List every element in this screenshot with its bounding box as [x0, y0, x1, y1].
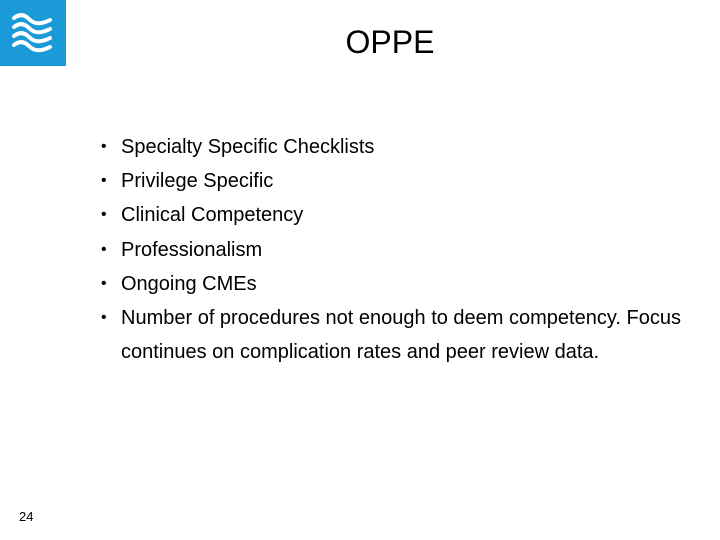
bullet-icon: • [101, 240, 107, 258]
bullet-item [101, 198, 681, 232]
bullet-icon: • [101, 172, 107, 190]
bullet-list [101, 130, 681, 369]
bullet-item [101, 301, 681, 369]
bullet-item [101, 233, 681, 267]
bullet-text: Specialty Specific Checklists [121, 136, 375, 158]
bullet-icon: • [101, 309, 107, 327]
bullet-text: Privilege Specific [121, 170, 274, 193]
bullet-icon: • [101, 138, 107, 155]
bullet-text: Professionalism [121, 238, 263, 261]
bullet-text: Clinical Competency [121, 204, 304, 227]
page-number: 24 [19, 509, 34, 524]
bullet-item [101, 164, 681, 198]
bullet-text: Number of procedures not enough to deem competency. Focus continues on complication rates and peer review data. [121, 307, 681, 364]
bullet-icon: • [101, 274, 107, 292]
slide-title: OPPE [345, 24, 435, 60]
bullet-icon: • [101, 206, 107, 224]
bullet-item [101, 267, 681, 301]
bullet-item [101, 130, 681, 164]
bullet-text: Ongoing CMEs [121, 272, 257, 295]
